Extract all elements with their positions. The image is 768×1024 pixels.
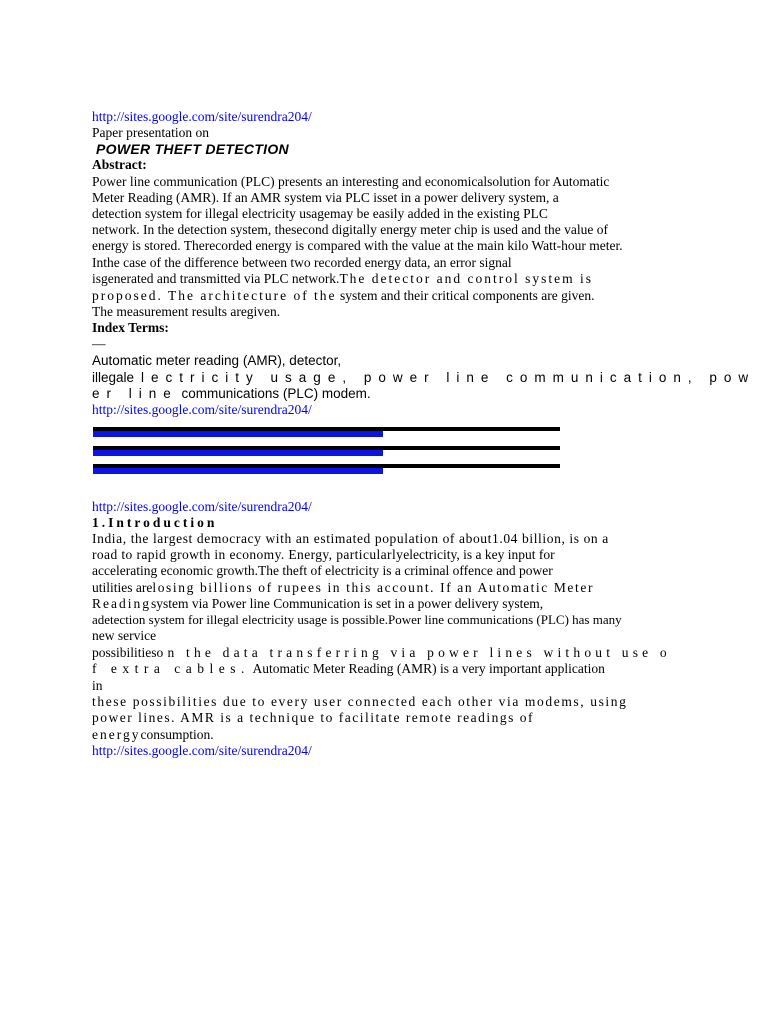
intro-line-7: new service <box>92 628 157 643</box>
intro-line-6: adetection system for illegal electricity usage is possible.Power line communications (PLC) has many <box>92 612 622 627</box>
intro-line-13a: energy <box>92 727 141 742</box>
intro-line-13b: consumption. <box>140 727 214 742</box>
intro-line-2 <box>92 547 555 563</box>
intro-line-3: accelerating economic growth.The theft of electricity is a criminal offence and power <box>92 563 553 578</box>
site-link-2[interactable]: http://sites.google.com/site/surendra204/ <box>92 402 312 417</box>
site-link-1[interactable]: http://sites.google.com/site/surendra204/ <box>92 109 312 124</box>
abstract-line-3: detection system for illegal electricity usagemay be easily added in the existing PLC <box>92 206 548 221</box>
intro-line-2b: electricity, is a key input for <box>403 547 555 562</box>
index-line-2 <box>92 370 755 386</box>
index-line-3b: communications (PLC) modem. <box>181 386 371 401</box>
index-terms-heading: Index Terms: <box>92 320 169 335</box>
abstract-line-9: The measurement results aregiven. <box>92 304 281 319</box>
abstract-line-5: energy is stored. Therecorded energy is compared with the value at the main kilo Watt-hour meter. <box>92 238 623 253</box>
abstract-line-4: network. In the detection system, thesecond digitally energy meter chip is used and the value of <box>92 222 608 237</box>
intro-line-1: India, the largest democracy with an estimated population of about1.04 billion, is on a <box>92 531 609 546</box>
intro-line-4b: losing billions of rupees in this account. If an Automatic Meter <box>152 580 595 595</box>
site-link-4[interactable]: http://sites.google.com/site/surendra204/ <box>92 743 312 758</box>
abstract-line-6: Inthe case of the difference between two recorded energy data, an error signal <box>92 255 512 270</box>
intro-line-5 <box>92 596 543 612</box>
intro-line-8a: possibilities <box>92 645 157 660</box>
intro-line-8 <box>92 645 671 661</box>
abstract-heading: Abstract: <box>92 157 147 172</box>
intro-line-12: power lines. AMR is a technique to facilitate remote readings of <box>92 710 535 725</box>
rule-blue-3 <box>93 468 383 474</box>
index-line-2a: illegal <box>92 370 127 385</box>
intro-line-4a: utilities are <box>92 580 153 595</box>
intro-line-13 <box>92 727 214 743</box>
abstract-tail-a: The detector and control system is <box>339 271 594 286</box>
intro-line-9b: Automatic Meter Reading (AMR) is a very important application <box>252 661 605 676</box>
intro-line-2a: road to rapid growth in economy. Energy, particularly <box>92 547 404 562</box>
paper-title: POWER THEFT DETECTION <box>96 141 289 157</box>
intro-line-11: these possibilities due to every user connected each other via modems, using <box>92 694 628 709</box>
rule-blue-1 <box>93 431 383 437</box>
index-dash: — <box>92 336 106 351</box>
intro-line-5b: system via Power line Communication is set in a power delivery system, <box>151 596 544 611</box>
abstract-line-2: Meter Reading (AMR). If an AMR system via PLC isset in a power delivery system, a <box>92 190 559 205</box>
abstract-line-7-text: isgenerated and transmitted via PLC network. <box>92 271 340 286</box>
abstract-tail-c: system and their critical components are given. <box>339 288 595 303</box>
intro-line-10: in <box>92 678 103 693</box>
index-line-2b: electricity usage, power line communication, pow <box>126 370 756 385</box>
intro-line-9a: f extra cables. <box>92 661 250 676</box>
abstract-tail-b: proposed. The architecture of the <box>92 288 337 303</box>
rule-blue-2 <box>93 450 383 456</box>
index-line-3 <box>92 386 371 402</box>
intro-line-5a: Reading <box>92 596 151 611</box>
intro-line-8b: on the data transferring via power lines without use o <box>156 645 671 660</box>
site-link-3[interactable]: http://sites.google.com/site/surendra204/ <box>92 499 312 514</box>
intro-line-4 <box>92 580 594 596</box>
abstract-line-8 <box>92 288 594 304</box>
abstract-line-1: Power line communication (PLC) presents an interesting and economicalsolution for Automatic <box>92 174 610 189</box>
index-line-3a: er line <box>92 386 178 401</box>
intro-heading: 1.Introduction <box>92 515 218 530</box>
paper-presentation-label: Paper presentation on <box>92 125 209 140</box>
intro-line-9 <box>92 661 605 677</box>
abstract-line-7 <box>92 271 593 287</box>
index-line-1: Automatic meter reading (AMR), detector, <box>92 353 342 368</box>
